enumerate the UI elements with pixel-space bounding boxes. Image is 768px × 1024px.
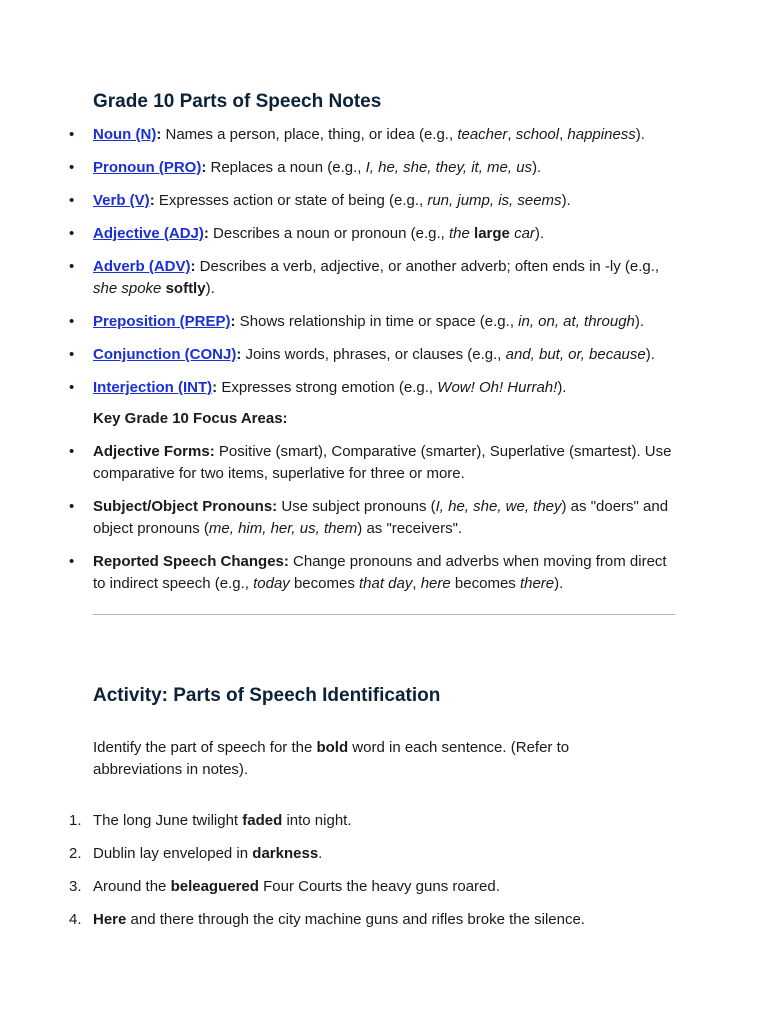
notes-title: Grade 10 Parts of Speech Notes — [93, 91, 382, 112]
question-item: 4. Here and there through the city machine guns and rifles broke the silence. — [69, 911, 585, 928]
term-link-preposition[interactable]: Preposition (PREP) — [93, 313, 231, 330]
activity-title: Activity: Parts of Speech Identification — [93, 685, 441, 706]
term-link-noun[interactable]: Noun (N) — [93, 126, 157, 143]
focus-item-reported-speech: • Reported Speech Changes: Change pronouns and adverbs when moving from direct to indirect speech (e.g., today becomes that day, here becomes there). — [93, 551, 683, 595]
term-link-verb[interactable]: Verb (V) — [93, 192, 150, 209]
term-link-pronoun[interactable]: Pronoun (PRO) — [93, 159, 202, 176]
focus-areas-heading: Key Grade 10 Focus Areas: — [93, 410, 288, 427]
activity-questions-list — [69, 810, 683, 942]
parts-of-speech-list — [93, 124, 683, 410]
list-item-interjection: • Interjection (INT): Expresses strong emotion (e.g., Wow! Oh! Hurrah!). — [93, 377, 683, 399]
question-item: 3. Around the beleaguered Four Courts the heavy guns roared. — [69, 878, 500, 895]
focus-areas-list — [93, 441, 683, 606]
term-link-interjection[interactable]: Interjection (INT) — [93, 379, 213, 396]
list-item-verb: • Verb (V): Expresses action or state of being (e.g., run, jump, is, seems). — [93, 190, 683, 212]
list-item-pronoun: • Pronoun (PRO): Replaces a noun (e.g., I, he, she, they, it, me, us). — [93, 157, 683, 179]
term-link-conjunction[interactable]: Conjunction (CONJ) — [93, 346, 237, 363]
list-item-noun: • Noun (N): Names a person, place, thing, or idea (e.g., teacher, school, happiness). — [93, 124, 683, 146]
question-item: 2. Dublin lay enveloped in darkness. — [69, 845, 323, 862]
activity-instructions: Identify the part of speech for the bold word in each sentence. (Refer to abbreviations in notes). — [93, 739, 570, 778]
list-item-conjunction: • Conjunction (CONJ): Joins words, phrases, or clauses (e.g., and, but, or, because). — [93, 344, 683, 366]
term-link-adjective[interactable]: Adjective (ADJ) — [93, 225, 204, 242]
focus-item-pronouns: • Subject/Object Pronouns: Use subject pronouns (I, he, she, we, they) as "doers" and object pronouns (me, him, her, us, them) as "receivers". — [93, 496, 683, 540]
term-link-adverb[interactable]: Adverb (ADV) — [93, 258, 191, 275]
focus-item-adjective-forms: • Adjective Forms: Positive (smart), Comparative (smarter), Superlative (smartest). Use comparative for two items, superlative for three or more. — [93, 441, 683, 485]
section-divider — [93, 614, 675, 615]
list-item-adjective: • Adjective (ADJ): Describes a noun or pronoun (e.g., the large car). — [93, 223, 683, 245]
list-item-preposition: • Preposition (PREP): Shows relationship in time or space (e.g., in, on, at, through). — [93, 311, 683, 333]
question-item: 1. The long June twilight faded into night. — [69, 812, 352, 829]
list-item-adverb: • Adverb (ADV): Describes a verb, adjective, or another adverb; often ends in -ly (e.g., she spoke softly). — [93, 256, 683, 300]
